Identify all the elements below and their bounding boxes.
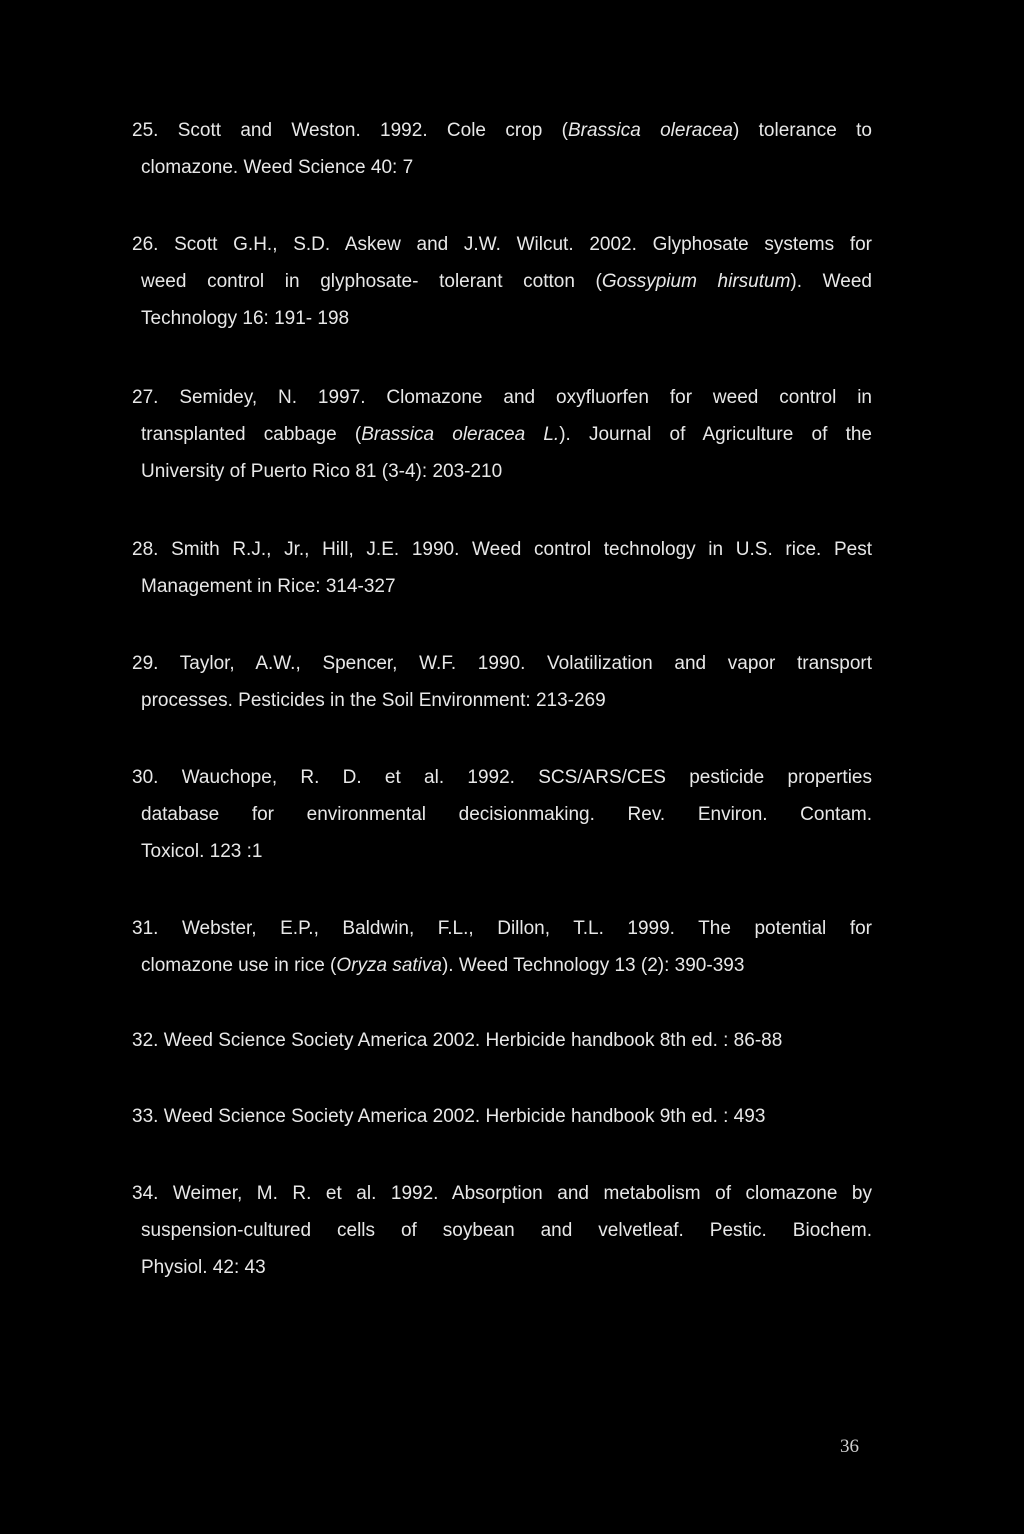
reference-item: [132, 910, 872, 984]
reference-line: transplanted cabbage (Brassica oleracea L.). Journal of Agriculture of the: [141, 424, 872, 445]
reference-line: database for environmental decisionmaking. Rev. Environ. Contam.: [141, 804, 872, 825]
scientific-name: Brassica oleracea: [567, 120, 733, 141]
reference-item: [132, 531, 872, 605]
reference-line: Management in Rice: 314-327: [141, 576, 396, 597]
reference-item: [132, 645, 872, 719]
reference-item: [132, 759, 872, 870]
reference-line: clomazone. Weed Science 40: 7: [141, 157, 414, 178]
reference-line: 33. Weed Science Society America 2002. Herbicide handbook 9th ed. : 493: [132, 1106, 766, 1127]
reference-line: Physiol. 42: 43: [141, 1257, 266, 1278]
reference-line: 32. Weed Science Society America 2002. Herbicide handbook 8th ed. : 86-88: [132, 1030, 783, 1051]
reference-line: Technology 16: 191- 198: [141, 308, 350, 329]
reference-item: [132, 112, 872, 186]
reference-item: [132, 1098, 872, 1135]
reference-line: 31. Webster, E.P., Baldwin, F.L., Dillon, T.L. 1999. The potential for: [132, 918, 872, 939]
scientific-name: Oryza sativa: [336, 955, 442, 976]
page-number: 36: [840, 1436, 859, 1457]
reference-item: [132, 379, 872, 490]
reference-line: 29. Taylor, A.W., Spencer, W.F. 1990. Volatilization and vapor transport: [132, 653, 872, 674]
reference-line: 25. Scott and Weston. 1992. Cole crop (Brassica oleracea) tolerance to: [132, 120, 872, 141]
reference-line: suspension-cultured cells of soybean and velvetleaf. Pestic. Biochem.: [141, 1220, 872, 1241]
reference-item: [132, 226, 872, 337]
reference-item: [132, 1022, 872, 1059]
scientific-name: Brassica oleracea L.: [361, 424, 560, 445]
reference-line: 28. Smith R.J., Jr., Hill, J.E. 1990. Weed control technology in U.S. rice. Pest: [132, 539, 872, 560]
reference-line: 27. Semidey, N. 1997. Clomazone and oxyfluorfen for weed control in: [132, 387, 872, 408]
reference-line: clomazone use in rice (Oryza sativa). Weed Technology 13 (2): 390-393: [141, 955, 745, 976]
reference-line: 34. Weimer, M. R. et al. 1992. Absorption and metabolism of clomazone by: [132, 1183, 872, 1204]
reference-line: weed control in glyphosate- tolerant cotton (Gossypium hirsutum). Weed: [141, 271, 872, 292]
reference-item: [132, 1175, 872, 1286]
scientific-name: Gossypium hirsutum: [601, 271, 791, 292]
reference-line: processes. Pesticides in the Soil Environment: 213-269: [141, 690, 606, 711]
reference-line: 30. Wauchope, R. D. et al. 1992. SCS/ARS/CES pesticide properties: [132, 767, 872, 788]
reference-line: Toxicol. 123 :1: [141, 841, 263, 862]
reference-line: 26. Scott G.H., S.D. Askew and J.W. Wilcut. 2002. Glyphosate systems for: [132, 234, 872, 255]
reference-line: University of Puerto Rico 81 (3-4): 203-210: [141, 461, 503, 482]
